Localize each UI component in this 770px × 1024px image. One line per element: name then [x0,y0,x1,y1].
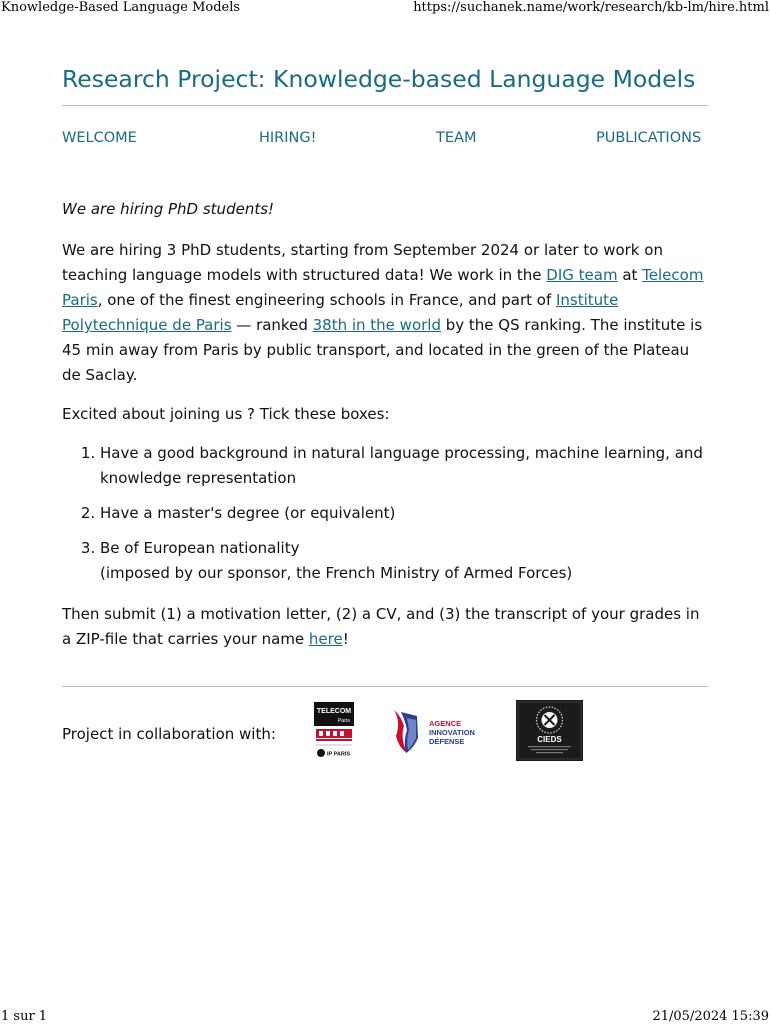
intro-text: We are hiring PhD students! [62,200,275,218]
main-content [62,197,712,652]
list-item [100,441,712,491]
para-text: We are hiring 3 PhD students, starting from September 2024 or later to work on teaching language models with structured data! We work in the [62,241,663,284]
print-footer-page: 1 sur 1 [1,1009,48,1024]
para-text: Then submit (1) a motivation letter, (2) a CV, and (3) the transcript of your grades in a ZIP-file that carries your name [62,605,700,648]
ip-paris-link[interactable]: Institute Polytechnique de Paris [62,291,619,334]
para-text: by the QS ranking. The institute is 45 min away from Paris by public transport, and located in the green of the Plateau de Saclay. [62,316,703,384]
print-header-title: Knowledge-Based Language Models [1,0,241,15]
submit-here-link[interactable]: here [308,630,343,648]
hiring-paragraph [62,238,712,388]
logo-aid-line3: DÉFENSE [429,737,465,746]
print-footer-datetime: 21/05/2024 15:39 [652,1009,769,1024]
requirement-note: (imposed by our sponsor, the French Ministry of Armed Forces) [100,564,573,582]
dig-team-link[interactable]: DIG team [546,266,618,284]
title-divider [62,105,708,106]
agence-innovation-defense-logo[interactable] [391,708,483,754]
print-header-url: https://suchanek.name/work/research/kb-lm/hire.html [413,0,769,15]
telecom-paris-logo[interactable] [314,702,354,760]
footer-divider [62,686,708,687]
telecom-paris-link[interactable]: Telecom Paris [62,266,704,309]
ranking-link[interactable]: 38th in the world [312,316,441,334]
nav-welcome[interactable]: WELCOME [62,130,137,146]
requirements-lead: Excited about joining us ? Tick these boxes: [62,405,390,423]
logo-cieds-text: CIEDS [537,735,562,744]
requirement-text: Have a good background in natural language processing, machine learning, and knowledge representation [100,444,703,487]
logo-aid-line2: INNOVATION [429,728,475,737]
collaboration-label: Project in collaboration with: [62,725,276,743]
cieds-logo[interactable] [516,700,583,761]
para-text: — ranked [231,316,313,334]
submit-paragraph [62,602,712,652]
requirements-list [62,441,712,586]
logo-telecom-line1: TELECOM [316,708,352,715]
para-text: at [617,266,643,284]
logo-aid-line1: AGENCE [429,719,462,728]
para-text: , one of the finest engineering schools in France, and part of [97,291,556,309]
page-title: Research Project: Knowledge-based Language Models [62,65,696,93]
list-item [100,501,712,526]
nav-publications[interactable]: PUBLICATIONS [596,130,702,146]
logo-telecom-line2: Paris [337,718,350,724]
logo-ipp-text: IP PARIS [327,751,351,758]
para-text: ! [342,630,349,648]
requirement-text: Have a master's degree (or equivalent) [100,504,396,522]
list-item [100,536,712,586]
requirement-text: Be of European nationality [100,539,300,557]
nav-hiring[interactable]: HIRING! [259,130,317,146]
nav-team[interactable]: TEAM [436,130,477,146]
